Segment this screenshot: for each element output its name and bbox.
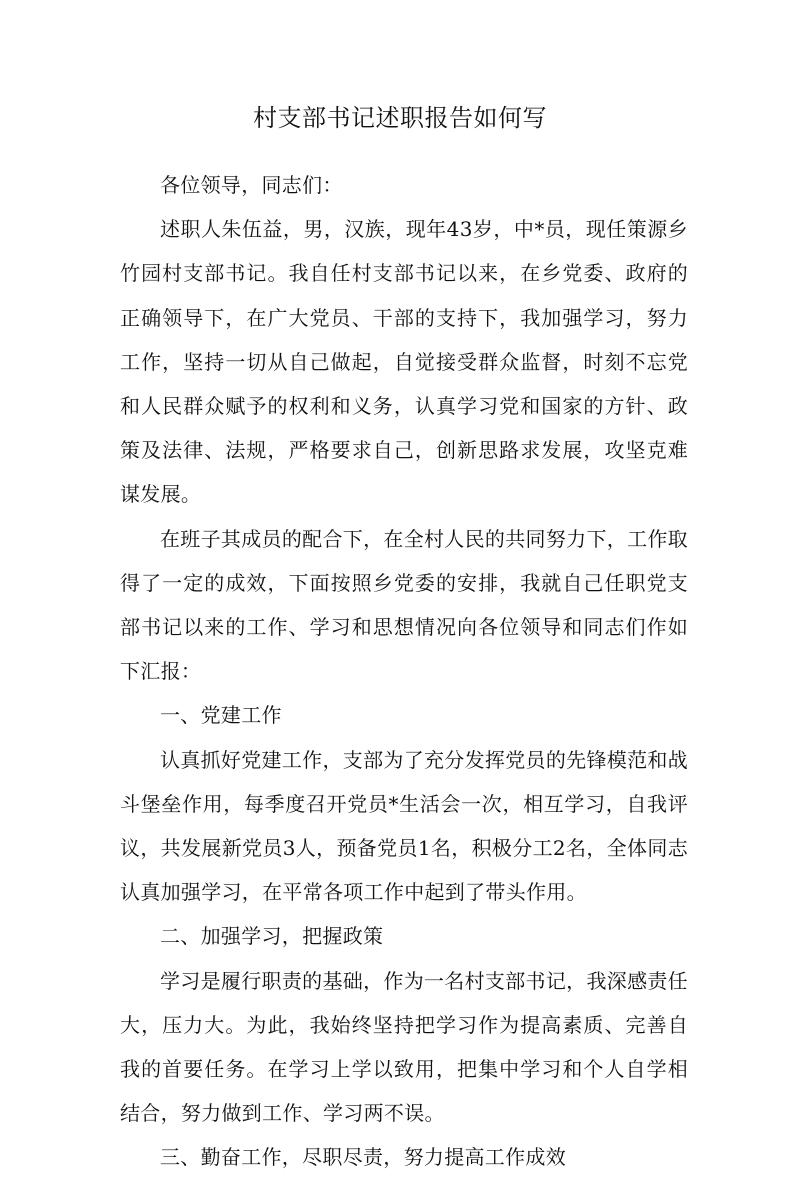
- greeting: 各位领导，同志们：: [160, 173, 343, 197]
- document-title: 村支部书记述职报告如何写: [253, 104, 547, 132]
- section-heading-study: 二、加强学习，把握政策: [160, 924, 384, 949]
- summary-paragraph: 在班子其成员的配合下，在全村人民的共同努力下，工作取得了一定的成效，下面按照乡党委的安排，我就自己任职党支部书记以来的工作、学习和思想情况向各位领导和同志们作如下汇报：: [120, 526, 688, 684]
- section-heading-party-building: 一、党建工作: [160, 703, 282, 728]
- intro-paragraph: 述职人朱伍益，男，汉族，现年43岁，中*员，现任策源乡竹园村支部书记。我自任村支部书记以来，在乡党委、政府的正确领导下，在广大党员、干部的支持下，我加强学习，努力工作，坚持一切从自己做起，自觉接受群众监督，时刻不忘党和人民群众赋予的权利和义务，认真学习党和国家的方针、政策及法律、法规，严格要求自己，创新思路求发展，攻坚克难谋发展。: [120, 217, 688, 507]
- section-heading-work: 三、勤奋工作，尽职尽责，努力提高工作成效: [160, 1145, 566, 1170]
- document-body: [120, 163, 688, 1180]
- section-text-party-building: 认真抓好党建工作，支部为了充分发挥党员的先锋模范和战斗堡垒作用，每季度召开党员*生活会一次，相互学习，自我评议，共发展新党员3人，预备党员1名，积极分工2名，全体同志认真加强学习，在平常各项工作中起到了带头作用。: [120, 747, 688, 905]
- section-text-study: 学习是履行职责的基础，作为一名村支部书记，我深感责任大，压力大。为此，我始终坚持把学习作为提高素质、完善自我的首要任务。在学习上学以致用，把集中学习和个人自学相结合，努力做到工作、学习两不误。: [120, 968, 688, 1126]
